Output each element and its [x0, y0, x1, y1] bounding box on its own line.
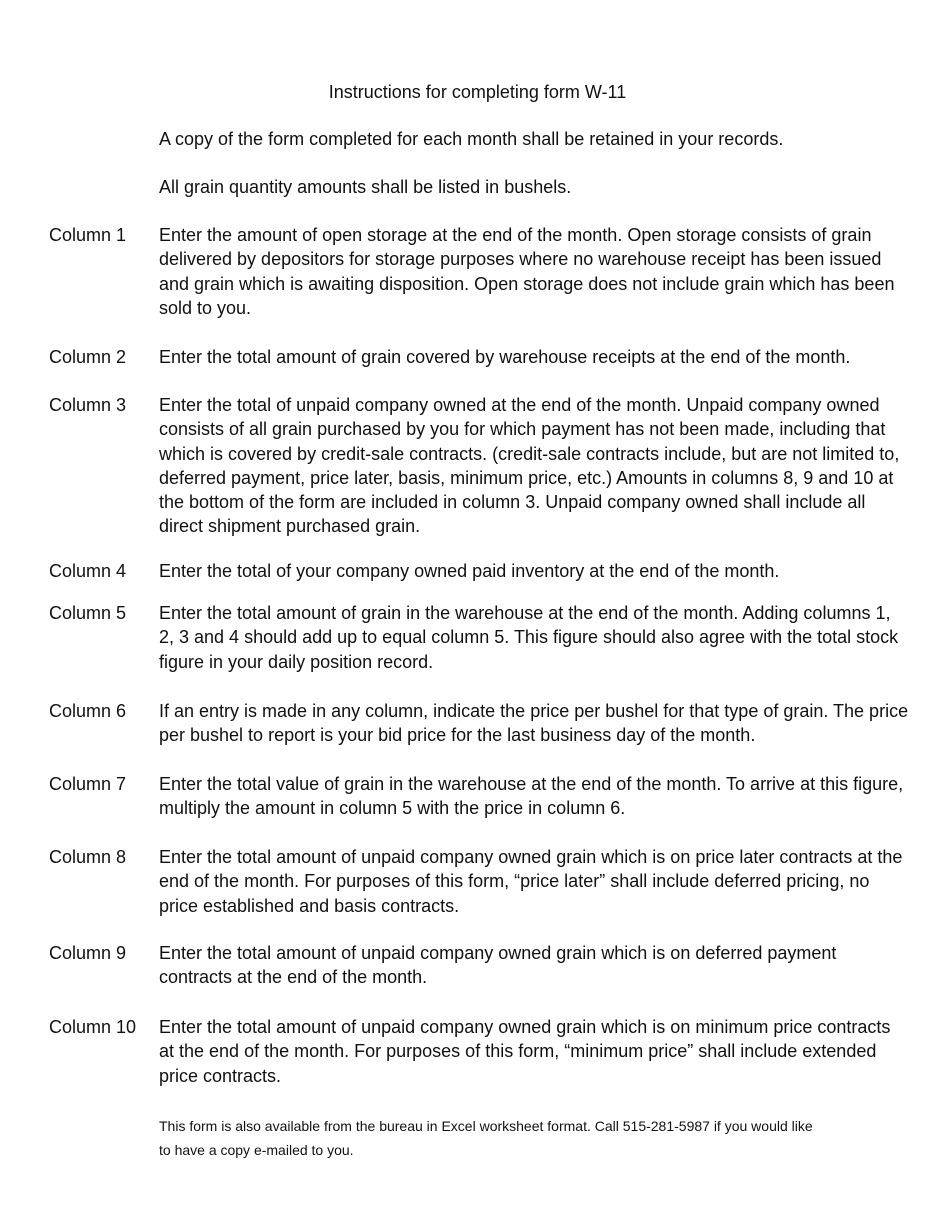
- column-label: Column 8: [49, 847, 127, 867]
- column-text: Enter the total value of grain in the warehouse at the end of the month. To arrive at this figure, multiply the amount in column 5 with the price in column 6.: [159, 774, 904, 819]
- footnote-line: to have a copy e-mailed to you.: [159, 1142, 354, 1158]
- column-1-instruction: [49, 223, 909, 320]
- column-5-instruction: [49, 601, 909, 674]
- column-10-instruction: [49, 1015, 909, 1088]
- column-text: Enter the total amount of unpaid company owned grain which is on minimum price contracts at the end of the month. For purposes of this form, “minimum price” shall include extended price contracts.: [159, 1017, 891, 1086]
- column-text: If an entry is made in any column, indicate the price per bushel for that type of grain. The price per bushel to report is your bid price for the last business day of the month.: [159, 701, 909, 746]
- column-4-instruction: [49, 559, 909, 583]
- column-label: Column 10: [49, 1017, 137, 1037]
- column-label: Column 7: [49, 774, 127, 794]
- intro-bushels: All grain quantity amounts shall be listed in bushels.: [159, 177, 572, 197]
- footnote: [159, 1114, 859, 1162]
- column-text: Enter the total amount of grain covered by warehouse receipts at the end of the month.: [159, 347, 851, 367]
- column-label: Column 2: [49, 347, 127, 367]
- column-label: Column 3: [49, 395, 127, 415]
- column-text: Enter the amount of open storage at the end of the month. Open storage consists of grain delivered by depositors for storage purposes where no warehouse receipt has been issued and grain which is awaiting disposition. Open storage does not include grain which has been sold to you.: [159, 225, 895, 318]
- column-2-instruction: [49, 345, 909, 369]
- column-label: Column 4: [49, 561, 127, 581]
- column-text: Enter the total amount of unpaid company owned grain which is on price later contracts at the end of the month. For purposes of this form, “price later” shall include deferred pricing, no price established and basis contracts.: [159, 847, 903, 916]
- column-label: Column 9: [49, 943, 127, 963]
- intro-retain-records: A copy of the form completed for each month shall be retained in your records.: [159, 129, 784, 149]
- page-title: Instructions for completing form W-11: [328, 82, 627, 102]
- column-7-instruction: [49, 772, 909, 821]
- column-text: Enter the total amount of grain in the warehouse at the end of the month. Adding columns 1, 2, 3 and 4 should add up to equal column 5. This figure should also agree with the total stock figure in your daily position record.: [159, 603, 899, 672]
- column-text: Enter the total amount of unpaid company owned grain which is on deferred payment contracts at the end of the month.: [159, 943, 837, 988]
- column-8-instruction: [49, 845, 909, 918]
- footnote-line: This form is also available from the bureau in Excel worksheet format. Call 515-281-5987 if you would like: [159, 1118, 813, 1134]
- column-6-instruction: [49, 699, 909, 748]
- column-9-instruction: [49, 941, 909, 990]
- column-text: Enter the total of unpaid company owned at the end of the month. Unpaid company owned consists of all grain purchased by you for which payment has not been made, including that which is covered by credit-sale contracts. (credit-sale contracts include, but are not limited to, deferred payment, price later, basis, minimum price, etc.) Amounts in columns 8, 9 and 10 at the bottom of the form are included in column 3. Unpaid company owned shall include all direct shipment purchased grain.: [159, 395, 900, 537]
- column-label: Column 5: [49, 603, 127, 623]
- column-label: Column 6: [49, 701, 127, 721]
- column-text: Enter the total of your company owned paid inventory at the end of the month.: [159, 561, 780, 581]
- column-label: Column 1: [49, 225, 127, 245]
- column-3-instruction: [49, 393, 909, 539]
